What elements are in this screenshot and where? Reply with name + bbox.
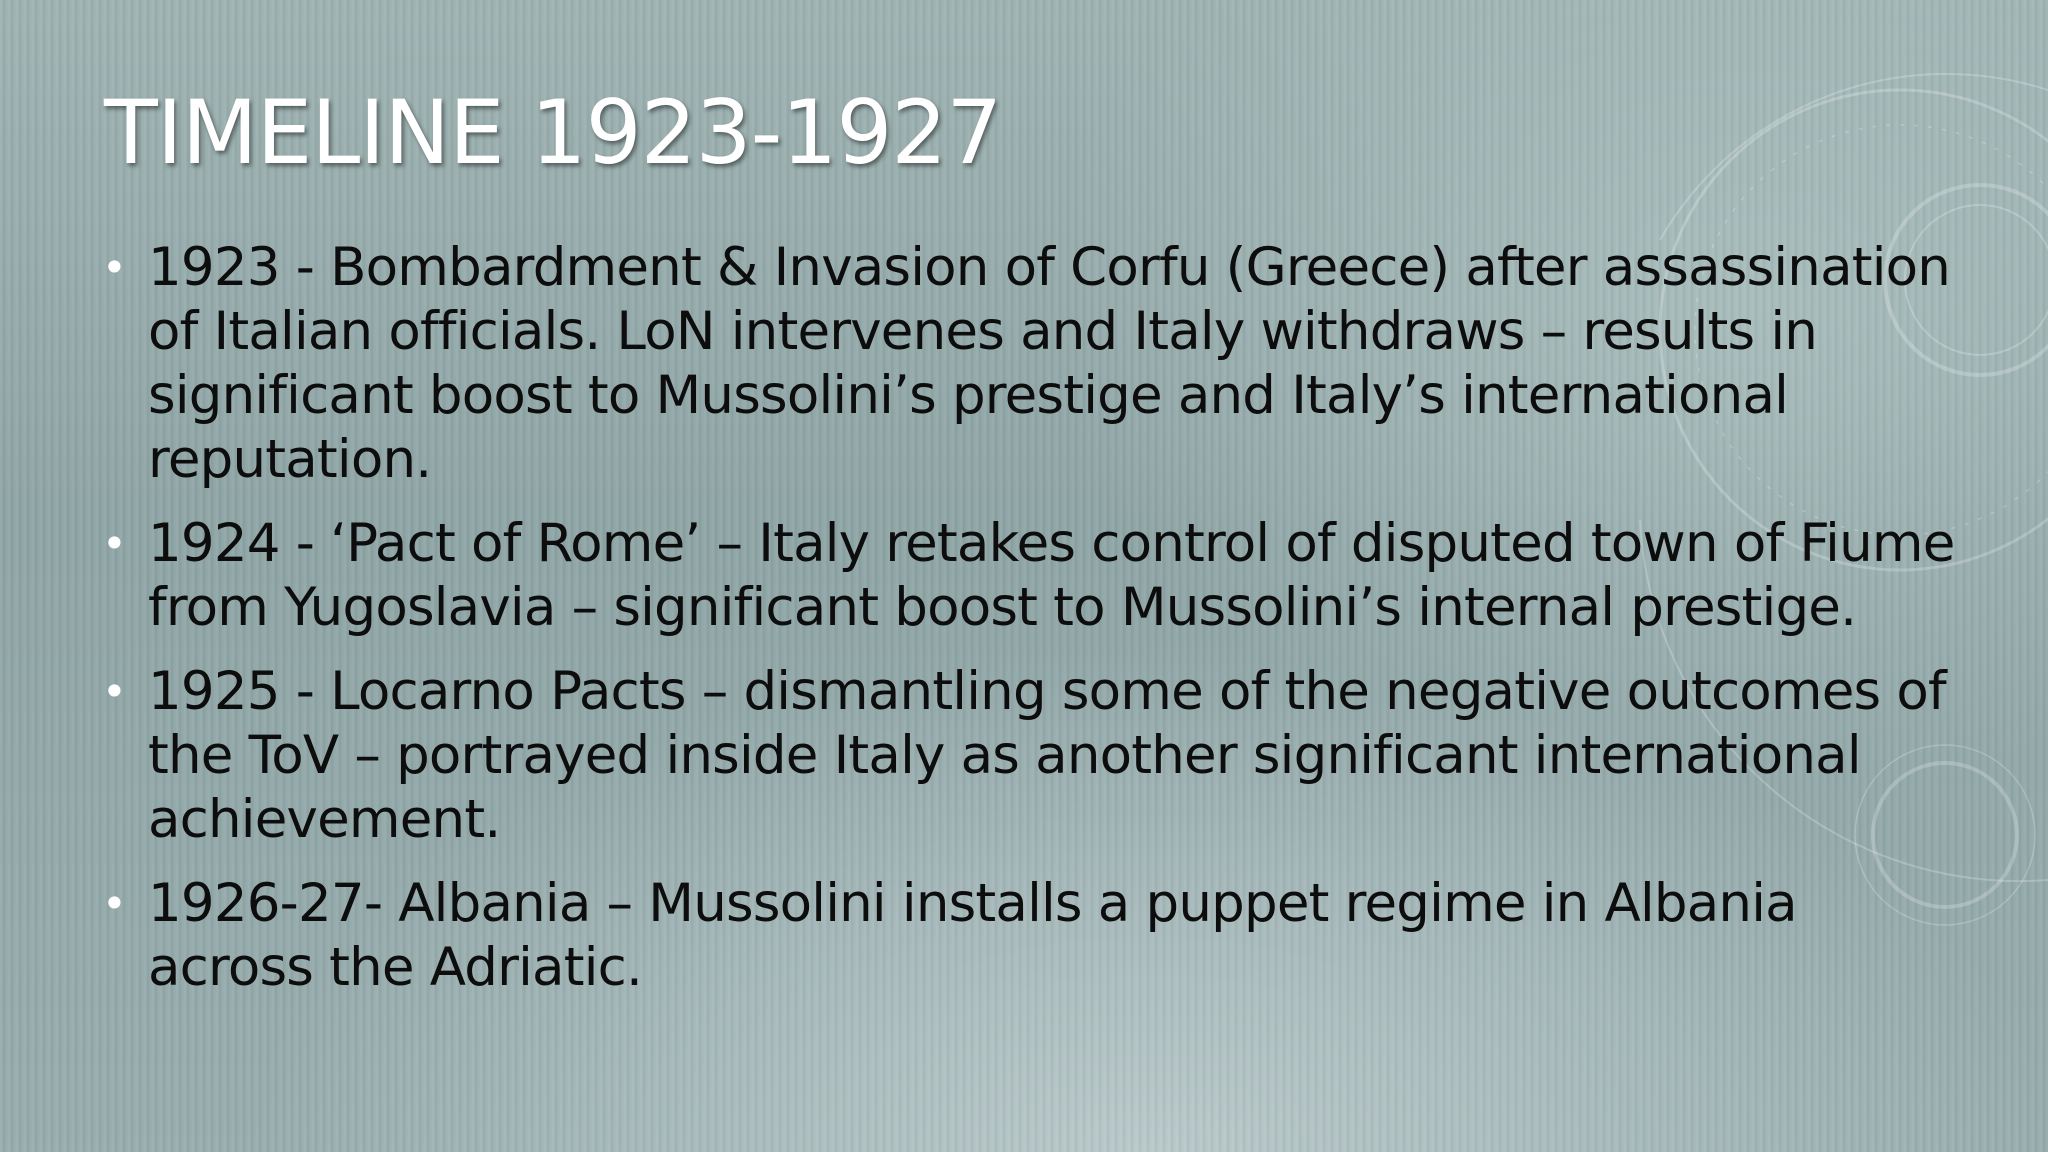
bullet-dot-icon: • [102,243,126,292]
bullet-text: 1924 - ‘Pact of Rome’ – Italy retakes control of disputed town of Fiume from Yugoslavia – significant boost to Mussolini’s internal prestige. [148,513,1955,638]
bullet-text: 1923 - Bombardment & Invasion of Corfu (Greece) after assassination of Italian officials. LoN intervenes and Italy withdraws – results in significant boost to Mussolini’s prestige and Italy’s international reputation. [148,237,1951,490]
bullet-dot-icon: • [102,667,126,716]
bullet-item-1924 [100,512,1970,640]
bullet-text: 1926-27- Albania – Mussolini installs a puppet regime in Albania across the Adriatic. [148,873,1797,998]
bullet-text: 1925 - Locarno Pacts – dismantling some of the negative outcomes of the ToV – portrayed inside Italy as another significant international achievement. [148,661,1946,850]
timeline-bullet-list [100,236,1970,1020]
slide-title: TIMELINE 1923-1927 [104,81,1002,184]
bullet-dot-icon: • [102,519,126,568]
bullet-dot-icon: • [102,879,126,928]
bullet-item-1923 [100,236,1970,492]
bullet-item-1926-27 [100,872,1970,1000]
bullet-item-1925 [100,660,1970,852]
